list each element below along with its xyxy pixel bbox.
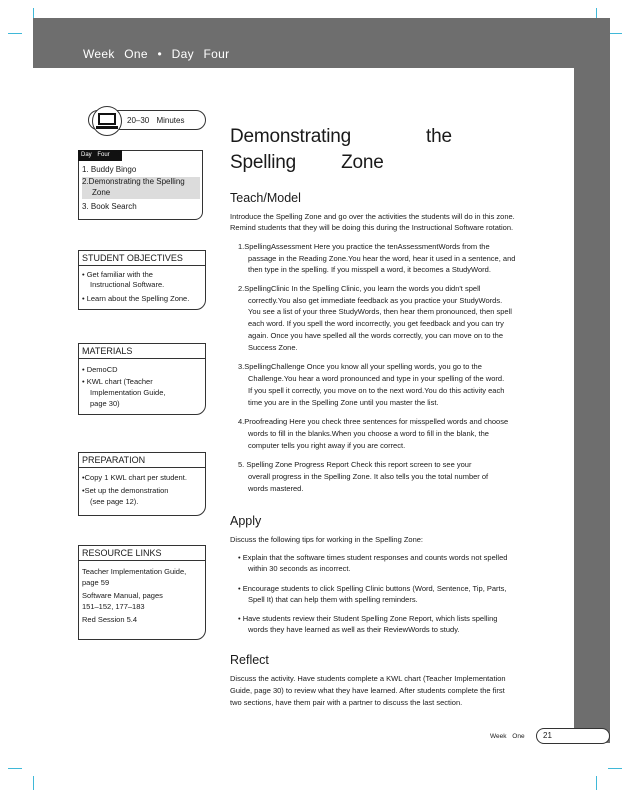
crop-mark	[8, 768, 22, 769]
preparation-title: PREPARATION	[82, 455, 146, 465]
teach-item-line: passage in the Reading Zone.You hear the word, hear it used in a sentence, and	[248, 254, 516, 263]
crop-mark	[608, 33, 622, 34]
agenda-item-current-cont: Zone	[82, 188, 200, 199]
agenda-item: 1. Buddy Bingo	[82, 165, 137, 174]
page-number: 21	[543, 731, 552, 740]
reflect-line: Guide, page 30) to review what they have learned. After students complete the first	[230, 686, 505, 695]
preparation-line: •Copy 1 KWL chart per student.	[82, 473, 187, 482]
teach-intro-line: Introduce the Spelling Zone and go over the activities the students will do in this zone.	[230, 212, 515, 221]
divider	[78, 265, 206, 266]
objective-line: • Learn about the Spelling Zone.	[82, 294, 190, 303]
keyboard-icon	[96, 126, 118, 129]
teach-item-line: 5. Spelling Zone Progress Report Check this report screen to see your	[238, 460, 472, 469]
teach-item-line: time you are in the Spelling Zone until you master the list.	[248, 398, 439, 407]
crop-mark	[8, 33, 22, 34]
materials-line: • DemoCD	[82, 365, 118, 374]
teach-item-line: each word. If you spell the word incorrectly, you get feedback and you can try	[248, 319, 504, 328]
teach-heading: Teach/Model	[230, 191, 301, 205]
objectives-title: STUDENT OBJECTIVES	[82, 253, 183, 263]
resource-line: Teacher Implementation Guide,	[82, 567, 187, 576]
resources-title: RESOURCE LINKS	[82, 548, 162, 558]
apply-item-line: • Explain that the software times student responses and counts words not spelled	[238, 553, 508, 562]
apply-heading: Apply	[230, 514, 262, 528]
resource-line: Red Session 5.4	[82, 615, 138, 624]
reflect-line: Discuss the activity. Have students complete a KWL chart (Teacher Implementation	[230, 674, 506, 683]
teach-item-line: 3.SpellingChallenge Once you know all your spelling words, you go to the	[238, 362, 482, 371]
apply-item-line: Spell It) that can help them with spelling reminders.	[248, 595, 418, 604]
preparation-line: •Set up the demonstration	[82, 486, 169, 495]
agenda-item-current: 2.Demonstrating the Spelling	[82, 177, 200, 188]
resource-line: 151–152, 177–183	[82, 602, 145, 611]
materials-title: MATERIALS	[82, 346, 133, 356]
apply-item-line: • Have students review their Student Spelling Zone Report, which lists spelling	[238, 614, 498, 623]
crop-mark	[596, 776, 597, 790]
page-title: Demonstrating the	[230, 126, 452, 147]
materials-line: page 30)	[90, 399, 120, 408]
teach-item-line: overall progress in the Spelling Zone. It also tells you the total number of	[248, 472, 489, 481]
teach-item-line: If you spell it correctly, you move on to the next word.You do this activity each	[248, 386, 505, 395]
objective-line: Instructional Software.	[90, 280, 165, 289]
reflect-line: two sections, have them pair with a partner to discuss the last section.	[230, 698, 463, 707]
footer-label: Week One	[490, 733, 525, 740]
apply-item-line: within 30 seconds as incorrect.	[248, 564, 351, 573]
resource-line: page 59	[82, 578, 110, 587]
running-header: Week One • Day Four	[83, 47, 230, 61]
teach-item-line: Success Zone.	[248, 343, 298, 352]
reflect-heading: Reflect	[230, 653, 269, 667]
teach-item-line: then type in the spelling. If you misspell a word, it becomes a StudyWord.	[248, 265, 491, 274]
teach-item-line: Challenge.You hear a word pronounced and type in your spelling of the word.	[248, 374, 505, 383]
apply-item-line: words they have learned as well as their ReviewWords to study.	[248, 625, 460, 634]
apply-intro: Discuss the following tips for working in the Spelling Zone:	[230, 535, 424, 544]
day-tab: Day Four	[78, 150, 122, 161]
preparation-line: (see page 12).	[90, 497, 139, 506]
crop-mark	[608, 768, 622, 769]
divider	[78, 560, 206, 561]
teach-item-line: computer tells you right away if you are correct.	[248, 441, 406, 450]
agenda-item: 3. Book Search	[82, 202, 137, 211]
teach-item-line: You see a list of your three StudyWords, then hear them pronounced, then spell	[248, 307, 512, 316]
teach-item-line: correctly.You also get immediate feedback as you practice your StudyWords.	[248, 296, 503, 305]
page-title-line2: Spelling Zone	[230, 152, 384, 173]
divider	[78, 358, 206, 359]
teach-item-line: words to fill in the blanks.When you choose a word to fill in the blank, the	[248, 429, 489, 438]
teach-item-line: 2.SpellingClinic In the Spelling Clinic, you learn the words you didn't spell	[238, 284, 481, 293]
teach-item-line: 4.Proofreading Here you check three sentences for misspelled words and choose	[238, 417, 509, 426]
side-band	[574, 68, 610, 743]
teach-item-line: 1.SpellingAssessment Here you practice the tenAssessmentWords from the	[238, 242, 490, 251]
crop-mark	[33, 776, 34, 790]
monitor-icon	[98, 113, 116, 125]
materials-line: • KWL chart (Teacher	[82, 377, 153, 386]
divider	[78, 467, 206, 468]
objective-line: • Get familiar with the	[82, 270, 153, 279]
apply-item-line: • Encourage students to click Spelling Clinic buttons (Word, Sentence, Tip, Parts,	[238, 584, 507, 593]
time-label: 20–30 Minutes	[127, 116, 185, 125]
resource-line: Software Manual, pages	[82, 591, 163, 600]
teach-item-line: again. Once you have spelled all the words correctly, you can move on to the	[248, 331, 504, 340]
teach-item-line: words mastered.	[248, 484, 304, 493]
teach-intro-line: Remind students that they will be doing this during the Instructional Software rotation.	[230, 223, 514, 232]
materials-line: Implementation Guide,	[90, 388, 166, 397]
